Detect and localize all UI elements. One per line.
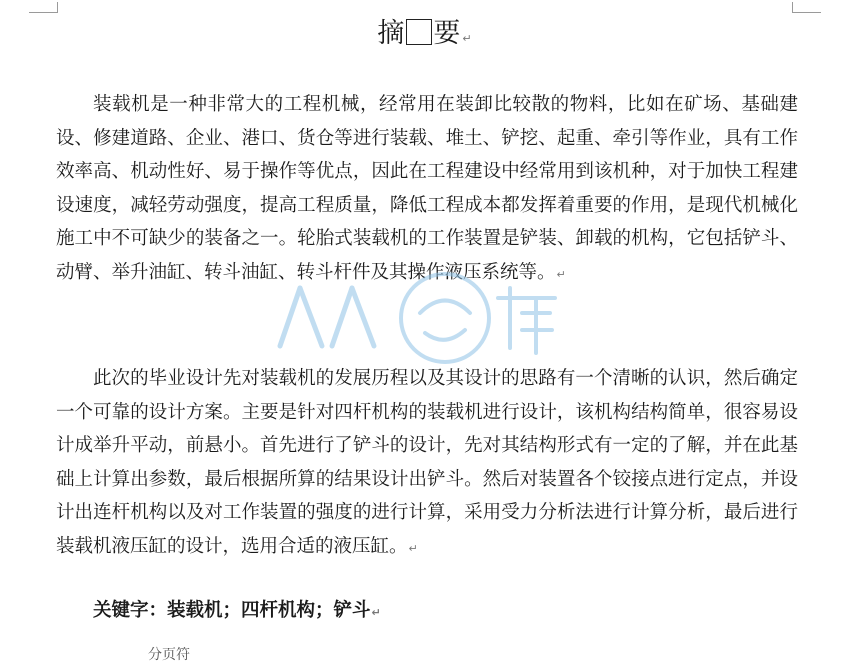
margin-corner-mark-left bbox=[29, 2, 58, 13]
paragraph-mark-icon: ↵ bbox=[371, 606, 381, 619]
paragraph-mark-icon: ↵ bbox=[556, 267, 566, 281]
margin-corner-mark-right bbox=[792, 2, 821, 13]
keywords-text: 关键字：装载机；四杆机构；铲斗 bbox=[93, 600, 371, 621]
abstract-paragraph-1 bbox=[56, 88, 798, 291]
paragraph-mark-icon: ↵ bbox=[408, 541, 418, 555]
title-char-left: 摘 bbox=[377, 18, 406, 49]
page-break-label: 分页符 bbox=[148, 647, 190, 663]
abstract-paragraph-2 bbox=[56, 362, 798, 565]
abstract-paragraph-1-text: 装载机是一种非常大的工程机械，经常用在装卸比较散的物料，比如在矿场、基础建设、修建道路、企业、港口、货仓等进行装载、堆土、铲挖、起重、牵引等作业，具有工作效率高、机动性好、易于操作等优点，因此在工程建设中经常用到该机种，对于加快工程建设速度，减轻劳动强度，提高工程质量，降低工程成本都发挥着重要的作用，是现代机械化施工中不可缺少的装备之一。轮胎式装载机的工作装置是铲装、卸载的机构，它包括铲斗、动臂、举升油缸、转斗油缸、转斗杆件及其操作液压系统等。 bbox=[56, 94, 798, 283]
page-title bbox=[0, 14, 850, 59]
keywords-line bbox=[93, 597, 381, 627]
title-placeholder-box bbox=[406, 19, 432, 45]
title-char-right: 要 bbox=[433, 18, 462, 49]
abstract-paragraph-2-text: 此次的毕业设计先对装载机的发展历程以及其设计的思路有一个清晰的认识，然后确定一个可靠的设计方案。主要是针对四杆机构的装载机进行设计，该机构结构简单，很容易设计成举升平动，前悬小。首先进行了铲斗的设计，先对其结构形式有一定的了解，并在此基础上计算出参数，最后根据所算的结果设计出铲斗。然后对装置各个铰接点进行定点，并设计出连杆机构以及对工作装置的强度的进行计算，采用受力分析法进行计算分析，最后进行装载机液压缸的设计，选用合适的液压缸。 bbox=[56, 368, 798, 557]
paragraph-mark-icon: ↵ bbox=[462, 32, 473, 45]
